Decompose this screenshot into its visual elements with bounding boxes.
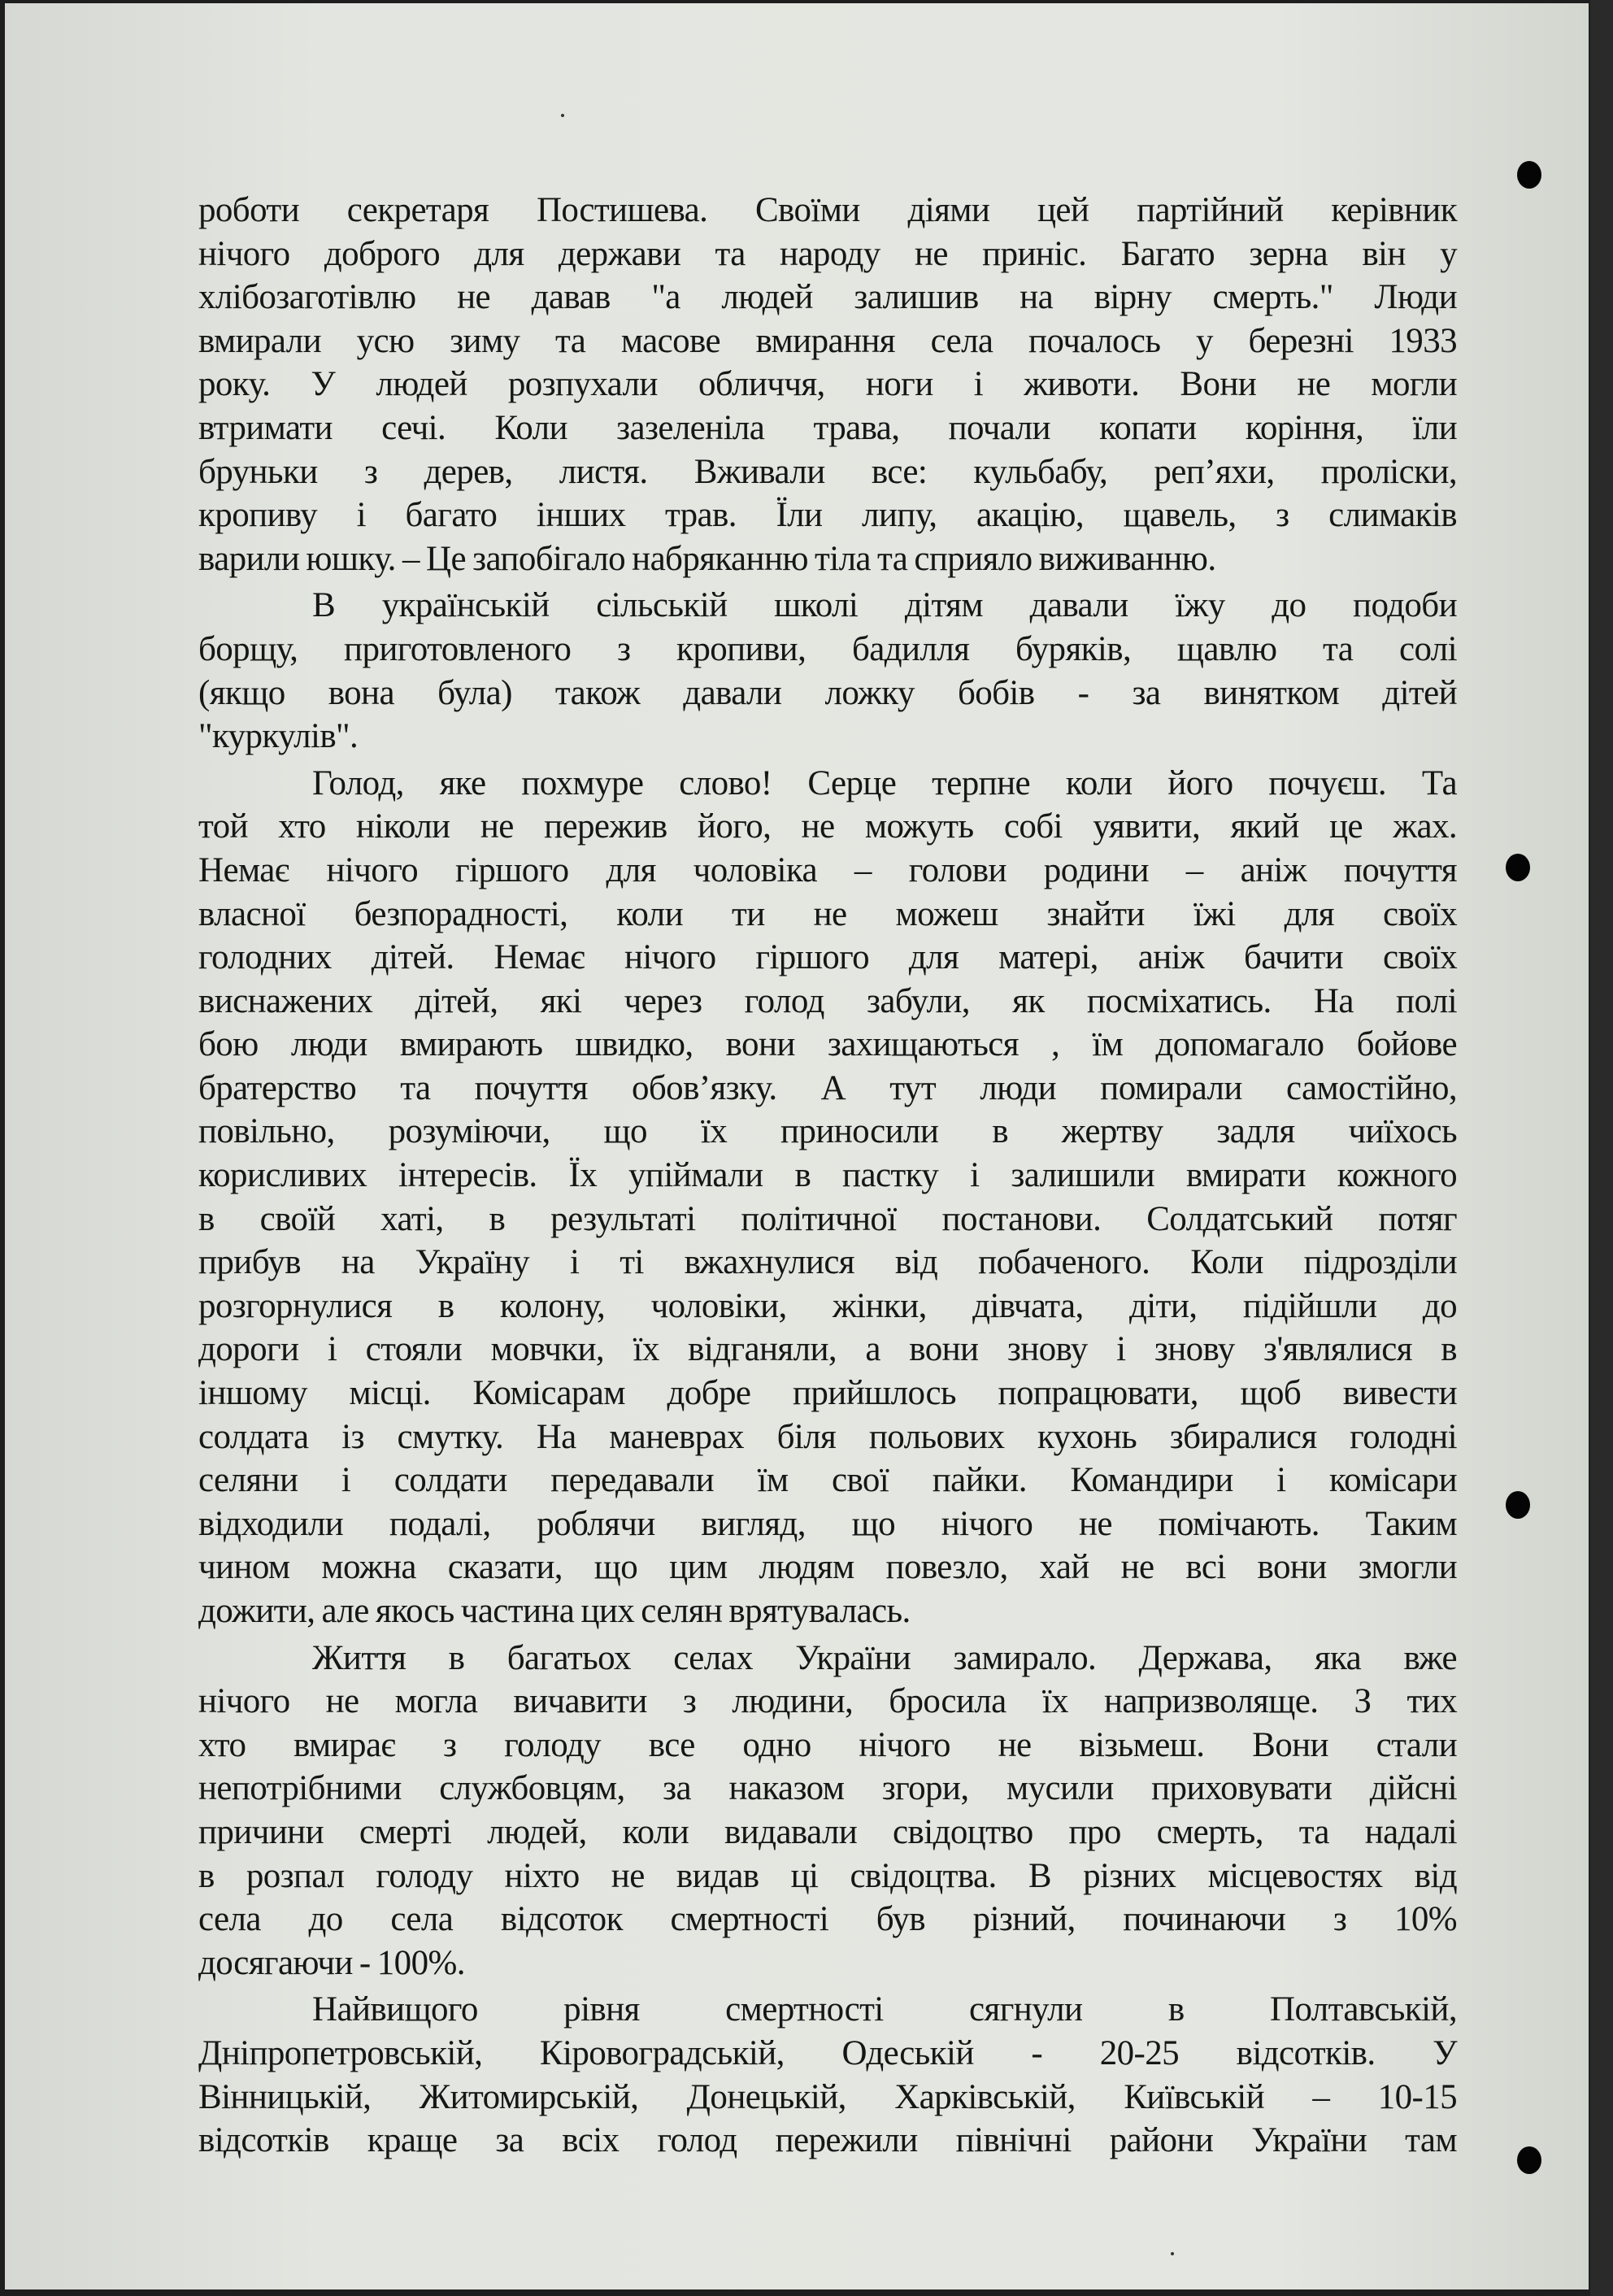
paragraph bbox=[198, 1637, 1457, 1985]
text-line: борщу, приготовленого з кропиви, бадилля буряків, щавлю та солі bbox=[198, 629, 1457, 668]
scanned-page bbox=[5, 3, 1589, 2289]
text-line: бою люди вмирають швидко, вони захищаються , їм допомагало бойове bbox=[198, 1025, 1457, 1064]
punch-hole bbox=[1506, 854, 1530, 881]
text-line: в своїй хаті, в результаті політичної постанови. Солдатський потяг bbox=[198, 1199, 1457, 1238]
text-line: причини смерті людей, коли видавали свідоцтво про смерть, та надалі bbox=[198, 1812, 1457, 1851]
text-line: непотрібними службовцям, за наказом згори, мусили приховувати дійсні bbox=[198, 1769, 1457, 1808]
text-line: досягаючи - 100%. bbox=[198, 1943, 465, 1982]
text-line: "куркулів". bbox=[198, 717, 359, 756]
text-line: відходили подалі, роблячи вигляд, що нічого не помічають. Таким bbox=[198, 1504, 1457, 1543]
text-line: хто вмирає з голоду все одно нічого не візьмеш. Вони стали bbox=[198, 1725, 1457, 1764]
text-line: в розпал голоду ніхто не видав ці свідоцтва. В різних місцевостях від bbox=[198, 1856, 1457, 1895]
text-line: солдата із смутку. На маневрах біля польових кухонь збиралися голодні bbox=[198, 1417, 1457, 1456]
text-line: дороги і стояли мовчки, їх відганяли, а вони знову і знову з'являлися в bbox=[198, 1330, 1457, 1369]
text-line: В українській сільській школі дітям давали їжу до подоби bbox=[312, 586, 1457, 625]
paragraph bbox=[198, 584, 1457, 758]
text-line: року. У людей розпухали обличчя, ноги і животи. Вони не могли bbox=[198, 365, 1457, 404]
paragraph bbox=[198, 189, 1457, 581]
text-line: Вінницькій, Житомирській, Донецькій, Харківській, Київській – 10-15 bbox=[198, 2077, 1457, 2116]
scan-edge bbox=[1590, 0, 1613, 2296]
punch-hole bbox=[1517, 161, 1541, 189]
text-line: розгорнулися в колону, чоловіки, жінки, дівчата, діти, підійшли до bbox=[198, 1286, 1457, 1325]
text-line: корисливих інтересів. Їх упіймали в пастку і залишили вмирати кожного bbox=[198, 1156, 1457, 1195]
paragraph bbox=[198, 1988, 1457, 2162]
text-line: іншому місці. Комісарам добре прийшлось попрацювати, щоб вивести bbox=[198, 1374, 1457, 1413]
text-line: бруньки з дерев, листя. Вживали все: кульбабу, реп’яхи, проліски, bbox=[198, 452, 1457, 491]
scan-speck bbox=[561, 114, 564, 117]
text-line: Життя в багатьох селах України замирало. Держава, яка вже bbox=[312, 1638, 1457, 1677]
scan-speck bbox=[1171, 2252, 1174, 2255]
text-line: селяни і солдати передавали їм свої пайки. Командири і комісари bbox=[198, 1461, 1457, 1500]
text-line: вмирали усю зиму та масове вмирання села почалось у березні 1933 bbox=[198, 321, 1457, 360]
text-line: роботи секретаря Постишева. Своїми діями цей партійний керівник bbox=[198, 191, 1457, 229]
paragraph bbox=[198, 762, 1457, 1633]
text-line: дожити, але якось частина цих селян врятувалась. bbox=[198, 1592, 911, 1630]
text-line: нічого доброго для держави та народу не приніс. Багато зерна він у bbox=[198, 234, 1457, 273]
text-line: Дніпропетровській, Кіровоградській, Одеській - 20-25 відсотків. У bbox=[198, 2033, 1457, 2072]
punch-hole bbox=[1517, 2146, 1541, 2174]
text-line: варили юшку. – Це запобігало набряканню тіла та сприяло виживанню. bbox=[198, 539, 1216, 578]
text-line: той хто ніколи не пережив його, не можуть собі уявити, який це жах. bbox=[198, 807, 1457, 846]
text-line: Немає нічого гіршого для чоловіка – голови родини – аніж почуття bbox=[198, 850, 1457, 889]
punch-hole bbox=[1506, 1491, 1530, 1519]
text-line: голодних дітей. Немає нічого гіршого для матері, аніж бачити своїх bbox=[198, 938, 1457, 977]
text-line: прибув на Україну і ті вжахнулися від побаченого. Коли підрозділи bbox=[198, 1243, 1457, 1282]
text-line: власної безпорадності, коли ти не можеш знайти їжі для своїх bbox=[198, 894, 1457, 933]
text-line: виснажених дітей, які через голод забули, як посміхатись. На полі bbox=[198, 981, 1457, 1020]
text-line: кропиву і багато інших трав. Їли липу, акацію, щавель, з слимаків bbox=[198, 496, 1457, 535]
text-line: відсотків краще за всіх голод пережили північні райони України там bbox=[198, 2121, 1457, 2160]
document-body bbox=[198, 189, 1457, 2166]
text-line: Найвищого рівня смертності сягнули в Полтавській, bbox=[312, 1990, 1457, 2029]
text-line: (якщо вона була) також давали ложку бобів - за винятком дітей bbox=[198, 673, 1457, 712]
text-line: нічого не могла вичавити з людини, бросила їх напризволяще. З тих bbox=[198, 1682, 1457, 1721]
text-line: села до села відсоток смертності був різний, починаючи з 10% bbox=[198, 1900, 1457, 1939]
text-line: братерство та почуття обов’язку. А тут люди помирали самостійно, bbox=[198, 1068, 1457, 1107]
text-line: чином можна сказати, що цим людям повезло, хай не всі вони змогли bbox=[198, 1548, 1457, 1587]
text-line: повільно, розуміючи, що їх приносили в жертву задля чиїхось bbox=[198, 1112, 1457, 1151]
text-line: втримати сечі. Коли зазеленіла трава, почали копати коріння, їли bbox=[198, 408, 1457, 447]
text-line: Голод, яке похмуре слово! Серце терпне коли його почуєш. Та bbox=[312, 763, 1457, 802]
text-line: хлібозаготівлю не давав "а людей залишив на вірну смерть." Люди bbox=[198, 278, 1457, 317]
